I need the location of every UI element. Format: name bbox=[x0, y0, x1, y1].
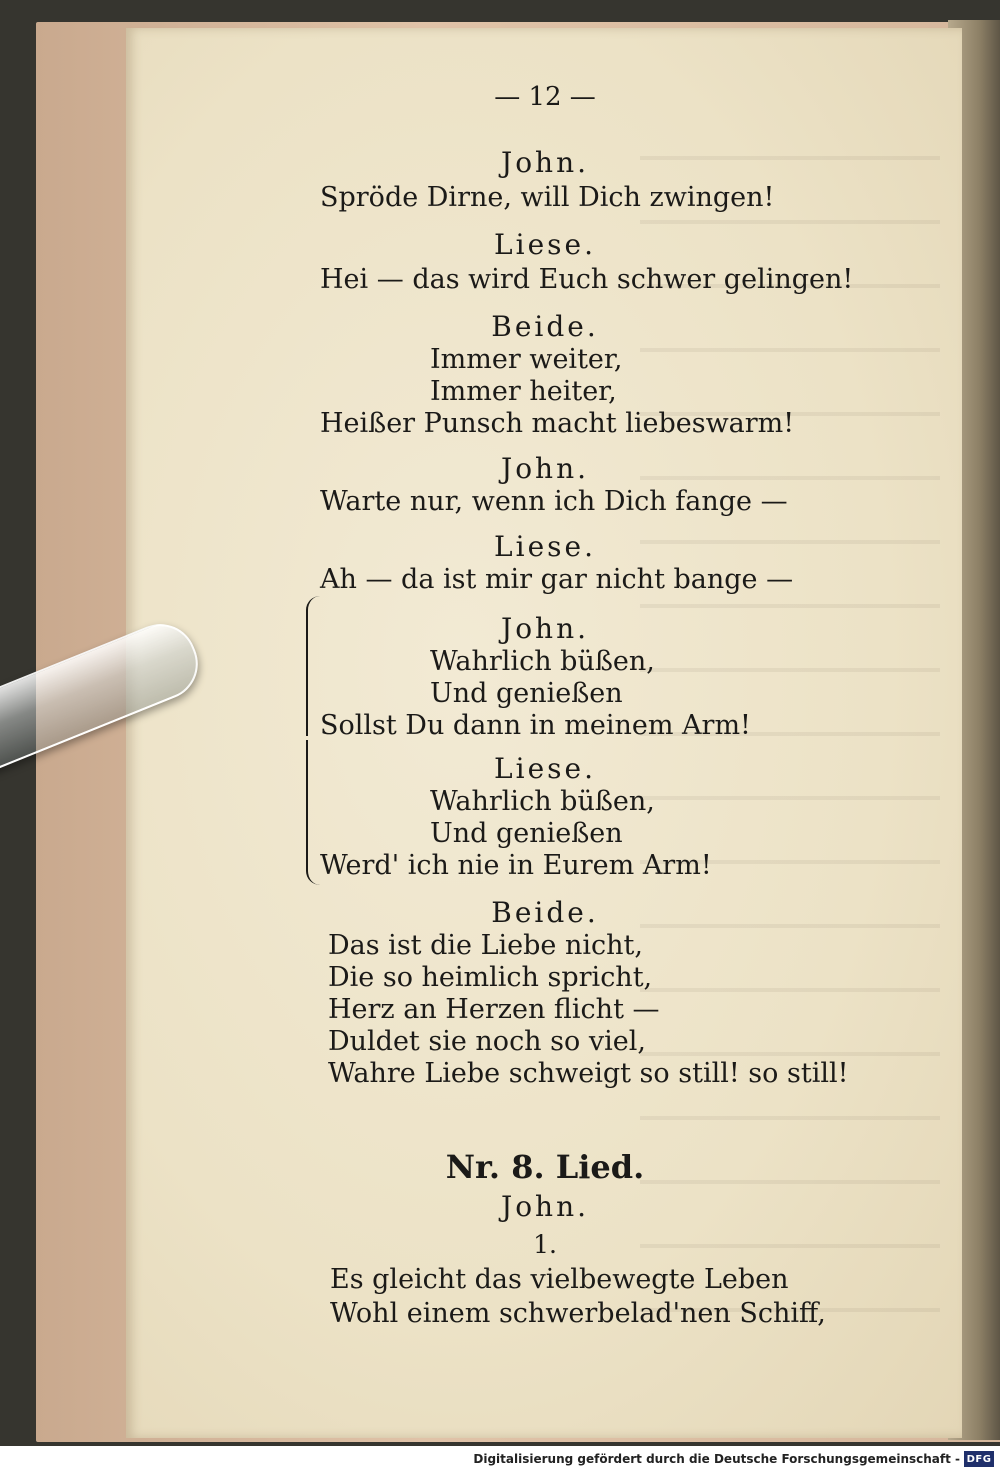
verse-line: Wohl einem schwerbelad'nen Schiff, bbox=[330, 1298, 826, 1329]
speaker-liese: Liese. bbox=[494, 752, 596, 785]
speaker-john: John. bbox=[500, 1190, 590, 1223]
verse-number: 1. bbox=[533, 1230, 557, 1259]
verse-line: Wahrlich büßen, bbox=[430, 786, 655, 817]
speaker-john: John. bbox=[500, 612, 590, 645]
verse-line: Wahre Liebe schweigt so still! so still! bbox=[328, 1058, 849, 1089]
verse-line: Es gleicht das vielbewegte Leben bbox=[330, 1264, 789, 1295]
speaker-beide: Beide. bbox=[491, 310, 599, 343]
verse-line: Wahrlich büßen, bbox=[430, 646, 655, 677]
verse-line: Das ist die Liebe nicht, bbox=[328, 930, 643, 961]
page-number: — 12 — bbox=[494, 82, 596, 112]
section-heading: Nr. 8. Lied. bbox=[445, 1148, 645, 1186]
verse-line: Hei — das wird Euch schwer gelingen! bbox=[320, 264, 854, 295]
verse-line: Herz an Herzen flicht — bbox=[328, 994, 660, 1025]
verse-line: Immer weiter, bbox=[430, 344, 623, 375]
verse-line: Spröde Dirne, will Dich zwingen! bbox=[320, 182, 775, 213]
verse-line: Ah — da ist mir gar nicht bange — bbox=[320, 564, 794, 595]
speaker-liese: Liese. bbox=[494, 530, 596, 563]
verse-line: Warte nur, wenn ich Dich fange — bbox=[320, 486, 788, 517]
speaker-liese: Liese. bbox=[494, 228, 596, 261]
verse-line: Und genießen bbox=[430, 678, 623, 709]
verse-line: Und genießen bbox=[430, 818, 623, 849]
verse-line: Heißer Punsch macht liebeswarm! bbox=[320, 408, 795, 439]
speaker-beide: Beide. bbox=[491, 896, 599, 929]
speaker-john: John. bbox=[500, 146, 590, 179]
verse-line: Sollst Du dann in meinem Arm! bbox=[320, 710, 751, 741]
dfg-logo-icon: DFG bbox=[964, 1451, 994, 1467]
verse-line: Immer heiter, bbox=[430, 376, 617, 407]
verse-line: Die so heimlich spricht, bbox=[328, 962, 653, 993]
verse-line: Werd' ich nie in Eurem Arm! bbox=[320, 850, 712, 881]
verse-line: Duldet sie noch so viel, bbox=[328, 1026, 646, 1057]
digitization-credit: Digitalisierung gefördert durch die Deutsche Forschungsgemeinschaft - bbox=[473, 1452, 960, 1466]
speaker-john: John. bbox=[500, 452, 590, 485]
